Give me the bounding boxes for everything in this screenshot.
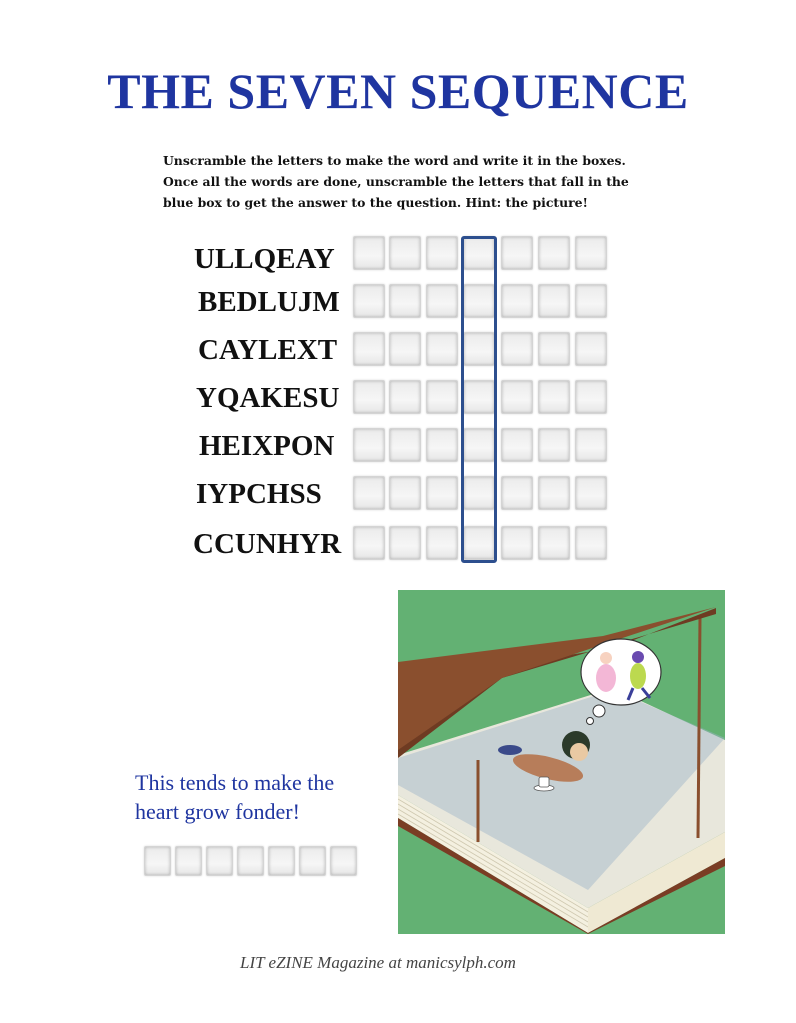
- letter-box[interactable]: [353, 526, 385, 560]
- letter-box[interactable]: [538, 332, 570, 366]
- letter-box[interactable]: [426, 428, 458, 462]
- instructions-line: Unscramble the letters to make the word and write it in the boxes.: [163, 153, 626, 168]
- answer-letter-box[interactable]: [206, 846, 233, 876]
- letter-box[interactable]: [575, 380, 607, 414]
- letter-box[interactable]: [426, 380, 458, 414]
- letter-box[interactable]: [538, 476, 570, 510]
- question-line: heart grow fonder!: [135, 799, 300, 824]
- letter-box[interactable]: [389, 236, 421, 270]
- letter-box[interactable]: [501, 476, 533, 510]
- letter-box[interactable]: [389, 284, 421, 318]
- letter-box[interactable]: [575, 236, 607, 270]
- letter-box[interactable]: [389, 332, 421, 366]
- letter-box[interactable]: [389, 476, 421, 510]
- scrambled-word: CCUNHYR: [193, 528, 342, 560]
- answer-letter-box[interactable]: [299, 846, 326, 876]
- letter-box[interactable]: [389, 526, 421, 560]
- letter-box[interactable]: [389, 428, 421, 462]
- scrambled-word: BEDLUJM: [198, 286, 340, 318]
- letter-box[interactable]: [501, 526, 533, 560]
- letter-box[interactable]: [353, 476, 385, 510]
- letter-box[interactable]: [575, 526, 607, 560]
- letter-box[interactable]: [538, 428, 570, 462]
- letter-box[interactable]: [575, 332, 607, 366]
- blue-answer-column: [461, 236, 497, 563]
- letter-box[interactable]: [538, 526, 570, 560]
- answer-letter-box[interactable]: [330, 846, 357, 876]
- letter-box[interactable]: [426, 236, 458, 270]
- letter-box[interactable]: [538, 236, 570, 270]
- letter-box[interactable]: [353, 236, 385, 270]
- answer-letter-box[interactable]: [144, 846, 171, 876]
- instructions-line: blue box to get the answer to the question. Hint: the picture!: [163, 195, 588, 210]
- book-shelter-illustration: [398, 590, 725, 934]
- instructions-line: Once all the words are done, unscramble the letters that fall in the: [163, 174, 629, 189]
- letter-box[interactable]: [575, 428, 607, 462]
- scrambled-word: HEIXPON: [199, 430, 335, 462]
- footer-credit: LIT eZINE Magazine at manicsylph.com: [240, 953, 516, 972]
- letter-box[interactable]: [501, 380, 533, 414]
- answer-letter-box[interactable]: [175, 846, 202, 876]
- letter-box[interactable]: [426, 526, 458, 560]
- letter-box[interactable]: [426, 332, 458, 366]
- letter-box[interactable]: [538, 380, 570, 414]
- letter-box[interactable]: [353, 284, 385, 318]
- instructions: [163, 150, 633, 213]
- letter-box[interactable]: [353, 332, 385, 366]
- scrambled-word: YQAKESU: [196, 382, 340, 414]
- page-title: THE SEVEN SEQUENCE: [107, 63, 689, 119]
- letter-box[interactable]: [426, 476, 458, 510]
- letter-box[interactable]: [501, 236, 533, 270]
- letter-box[interactable]: [353, 428, 385, 462]
- scrambled-word: CAYLEXT: [198, 334, 338, 366]
- scrambled-word: IYPCHSS: [196, 478, 322, 510]
- letter-box[interactable]: [501, 284, 533, 318]
- letter-box[interactable]: [501, 428, 533, 462]
- scrambled-word: ULLQEAY: [194, 243, 335, 275]
- answer-letter-box[interactable]: [237, 846, 264, 876]
- letter-box[interactable]: [353, 380, 385, 414]
- letter-box[interactable]: [501, 332, 533, 366]
- letter-box[interactable]: [426, 284, 458, 318]
- question-text: [135, 768, 385, 826]
- answer-letter-box[interactable]: [268, 846, 295, 876]
- letter-box[interactable]: [575, 476, 607, 510]
- letter-box[interactable]: [575, 284, 607, 318]
- letter-box[interactable]: [389, 380, 421, 414]
- question-line: This tends to make the: [135, 770, 335, 795]
- letter-box[interactable]: [538, 284, 570, 318]
